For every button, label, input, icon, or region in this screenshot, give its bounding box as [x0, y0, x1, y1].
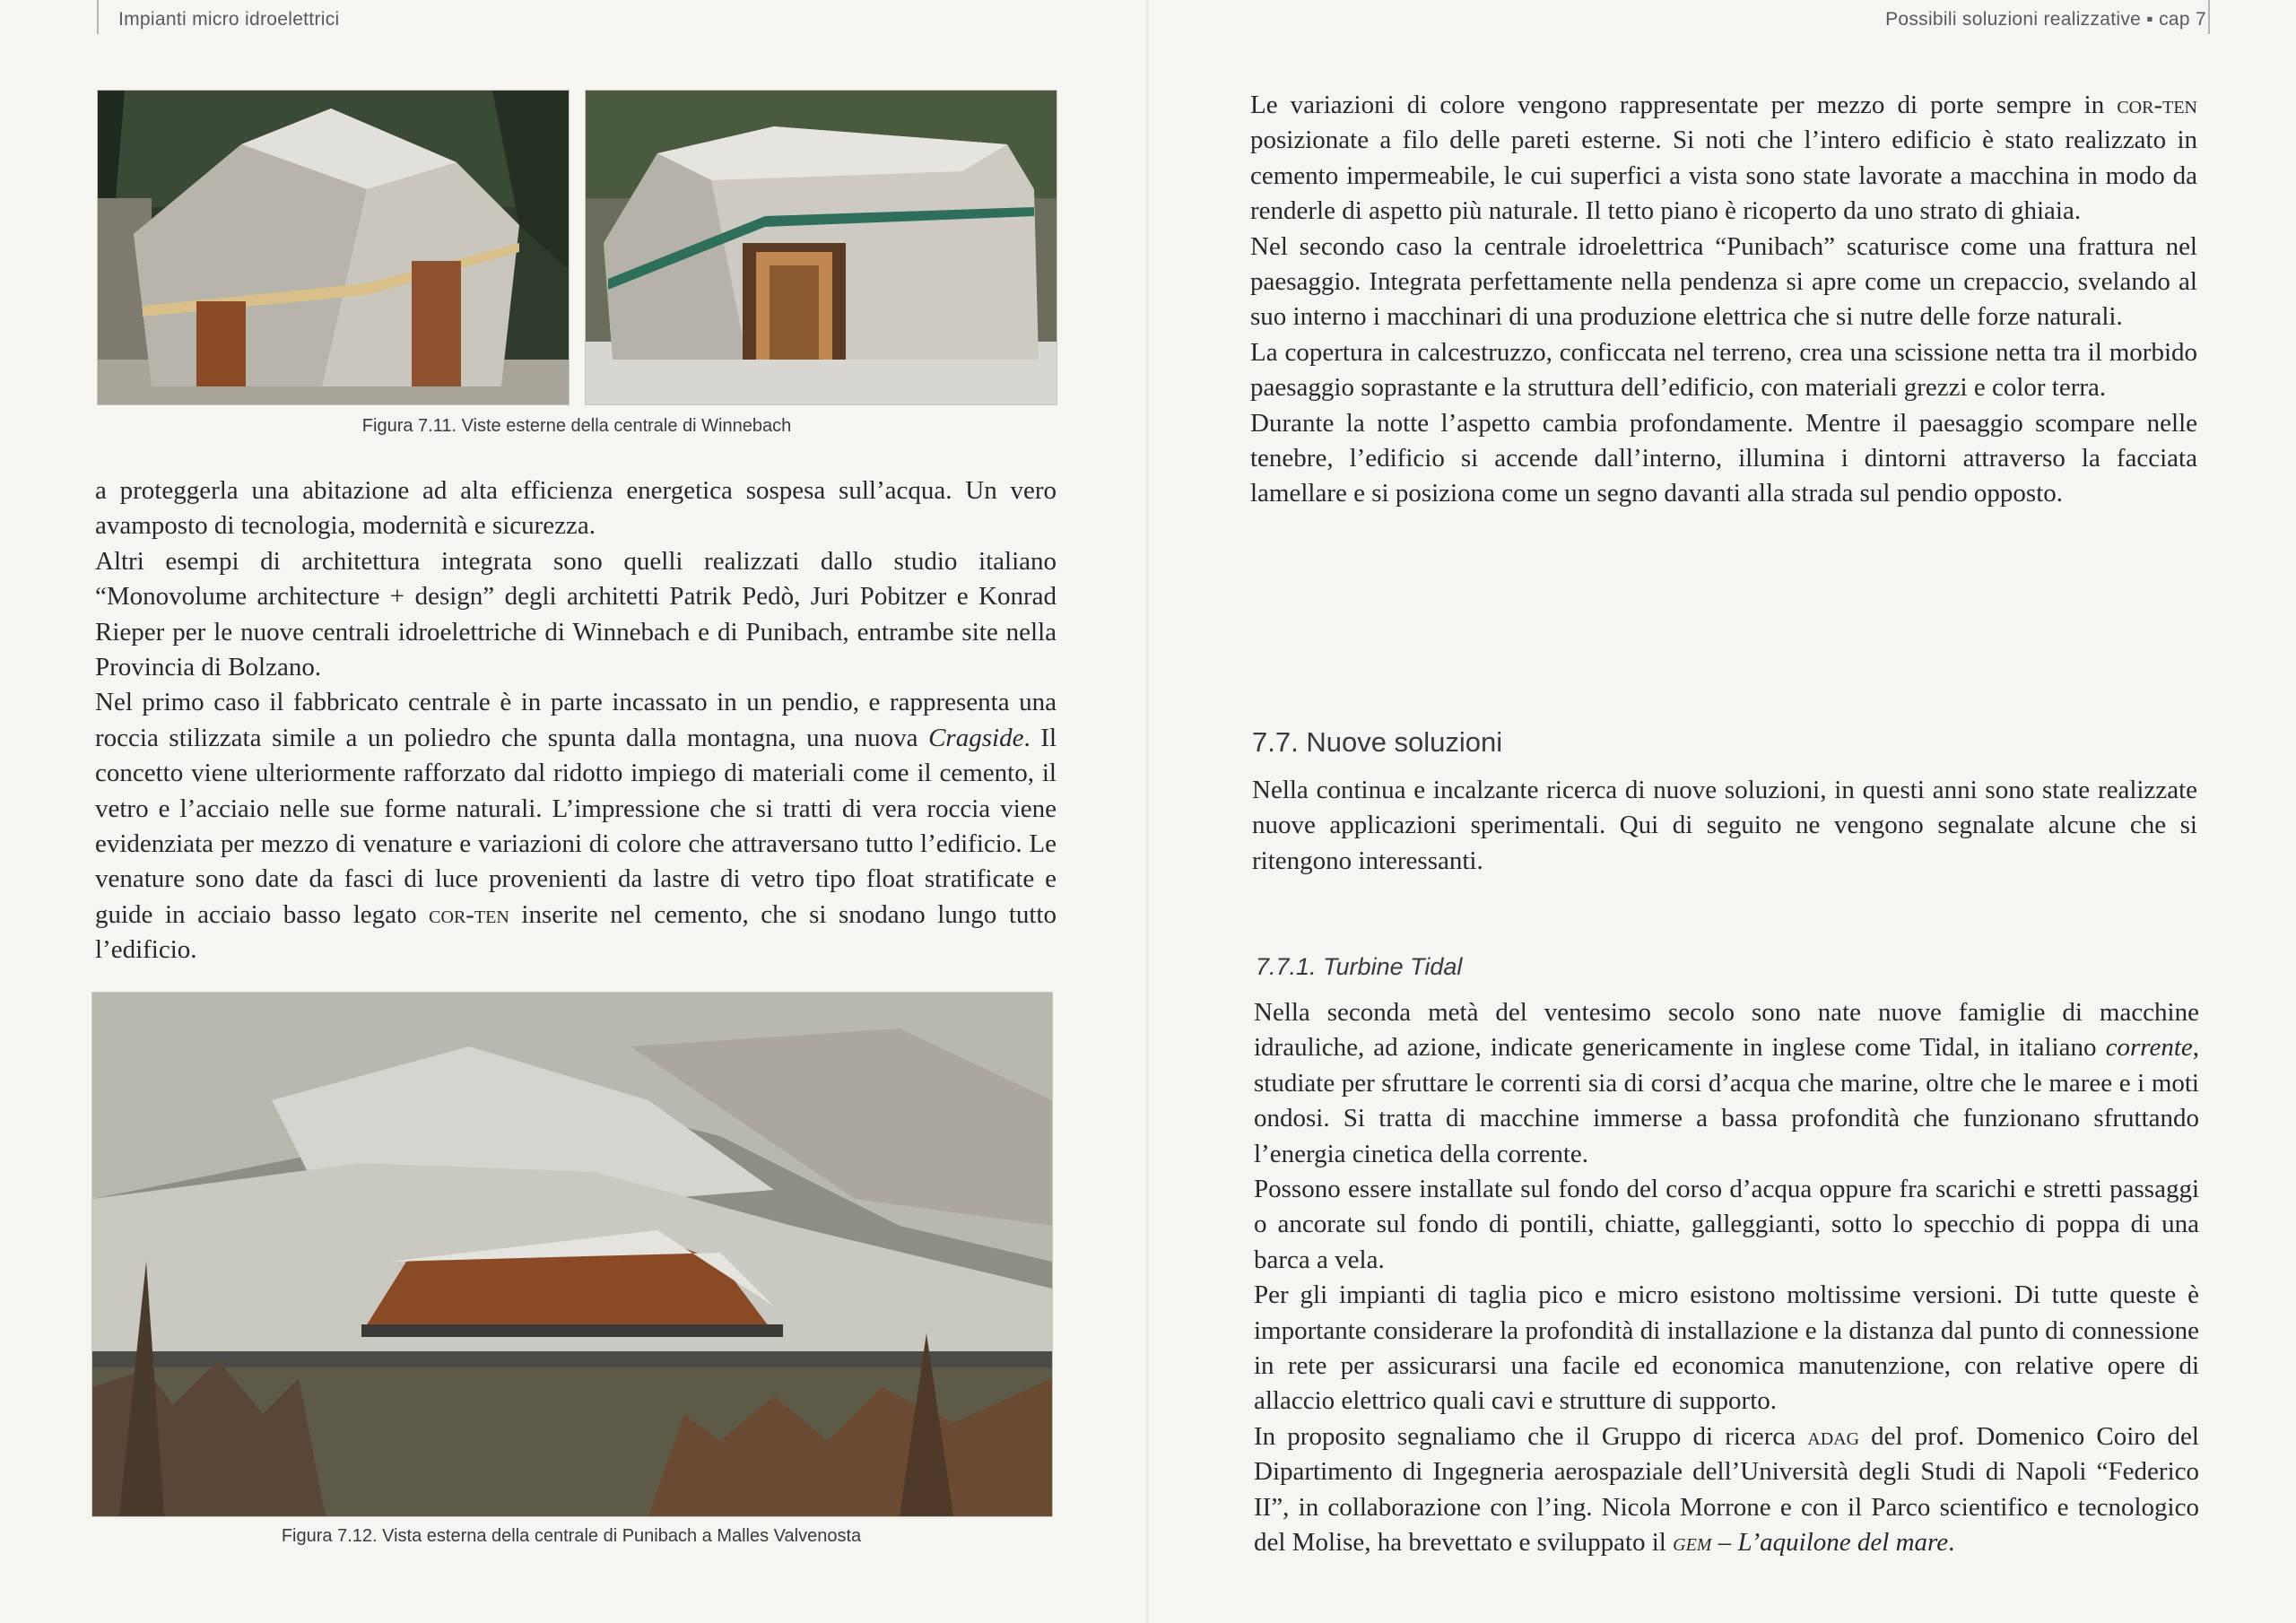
left-paragraph-2: Altri esempi di architettura integrata sono quelli realizzati dallo studio italiano “Monovolume architecture + design” degli architetti Patrik Pedò, Juri Pobitzer e Konrad Rieper per le nuove centrali idroelettriche di Winnebach e di Punibach, entrambe site nella Provincia di Bolzano. — [95, 546, 1057, 682]
right-paragraph-2: Nel secondo caso la centrale idroelettrica “Punibach” scaturisce come una frattura nel paesaggio. Integrata perfettamente nella pendenza si apre come un crepaccio, svelando al suo interno i macchinari di una produzione elettrica che si nutre delle forze naturali. — [1250, 231, 2197, 332]
winnebach-photo-2 — [585, 90, 1057, 405]
right-paragraph-6: Nella seconda metà del ventesimo secolo sono nate nuove famiglie di macchine idrauliche, ad azione, indicate genericamente in inglese come Tidal, in italiano corrente, studiate per sfruttare le correnti sia di corsi d’acqua che marine, oltre che le maree e i moti ondosi. Si tratta di macchine immerse a bassa profondità che funzionano sfruttando l’energia cinetica della corrente. — [1254, 998, 2199, 1168]
right-paragraph-3: La copertura in calcestruzzo, conficcata nel terreno, crea una scissione netta tra il morbido paesaggio soprastante e la struttura dell’edificio, con materiali grezzi e color terra. — [1250, 337, 2197, 403]
left-paragraph-3: Nel primo caso il fabbricato centrale è in parte incassato in un pendio, e rappresenta una roccia stilizzata simile a un poliedro che spunta dalla montagna, una nuova Cragside. Il concetto viene ulteriormente rafforzato dal ridotto impiego di materiali come il cemento, il vetro e l’acciaio nelle sue forme naturali. L’impressione che si tratti di vera roccia viene evidenziata per mezzo di venature e variazioni di colore che attraversano tutto l’edificio. Le venature sono date da fasci di luce provenienti da lastre di vetro tipo float stratificate e guide in acciaio basso legato cor-ten inserite nel cemento, che si snodano lungo tutto l’edificio. — [95, 688, 1057, 965]
right-paragraph-8: Per gli impianti di taglia pico e micro esistono moltissime versioni. Di tutte queste è importante considerare la profondità di installazione e la distanza dal punto di connessione in rete per assicurarsi una facile ed economica manutenzione, con relative opere di allaccio elettrico quali cavi e strutture di supporto. — [1254, 1280, 2199, 1416]
right-body-text-bottom — [1254, 995, 2199, 1561]
section-heading: 7.7. Nuove soluzioni — [1252, 726, 1503, 758]
figure-7-12-caption: Figura 7.12. Vista esterna della centrale di Punibach a Malles Valvenosta — [281, 1526, 862, 1546]
header-rule — [97, 0, 99, 34]
left-body-text — [95, 473, 1057, 968]
subsection-heading: 7.7.1. Turbine Tidal — [1256, 953, 1463, 980]
left-paragraph-1: a proteggerla una abitazione ad alta efficienza energetica sospesa sull’acqua. Un vero avamposto di tecnologia, modernità e sicurezza. — [95, 476, 1057, 541]
right-body-text-middle — [1252, 773, 2197, 879]
header-rule-right — [2208, 0, 2210, 34]
right-page — [1148, 0, 2296, 1623]
figure-7-11-caption: Figura 7.11. Viste esterne della centrale di Winnebach — [361, 416, 792, 436]
right-paragraph-5: Nella continua e incalzante ricerca di nuove soluzioni, in questi anni sono state realizzate nuove applicazioni sperimentali. Qui di seguito ne vengono segnalate alcune che si ritengono interessanti. — [1252, 776, 2197, 875]
punibach-photo — [91, 992, 1053, 1517]
running-head-right: Possibili soluzioni realizzative ▪ cap 7 — [1885, 9, 2206, 30]
right-paragraph-4: Durante la notte l’aspetto cambia profondamente. Mentre il paesaggio scompare nelle tenebre, l’edificio si accende dall’interno, illumina i dintorni attraverso la facciata lamellare e si posiziona come un segno davanti alla strada sul pendio opposto. — [1250, 408, 2197, 508]
right-paragraph-9: In proposito segnaliamo che il Gruppo di ricerca adag del prof. Domenico Coiro del Dipartimento di Ingegneria aerospaziale dell’Università degli Studi di Napoli “Federico II”, in collaborazione con l’ing. Nicola Morrone e con il Parco scientifico e tecnologico del Molise, ha brevettato e sviluppato il gem – L’aquilone del mare. — [1254, 1421, 2199, 1558]
right-body-text-top — [1250, 88, 2197, 512]
right-paragraph-1: Le variazioni di colore vengono rappresentate per mezzo di porte sempre in cor-ten posizionate a filo delle pareti esterne. Si noti che l’intero edificio è stato realizzato in cemento impermeabile, le cui superfici a vista sono state lavorate a macchina in modo da renderle di aspetto più naturale. Il tetto piano è ricoperto da uno strato di ghiaia. — [1250, 91, 2197, 226]
running-head-left: Impianti micro idroelettrici — [118, 9, 340, 30]
right-paragraph-7: Possono essere installate sul fondo del corso d’acqua oppure fra scarichi e stretti passaggi o ancorate sul fondo di pontili, chiatte, galleggianti, sotto lo specchio di poppa di una barca a vela. — [1254, 1175, 2199, 1274]
winnebach-photo-1 — [97, 90, 570, 405]
